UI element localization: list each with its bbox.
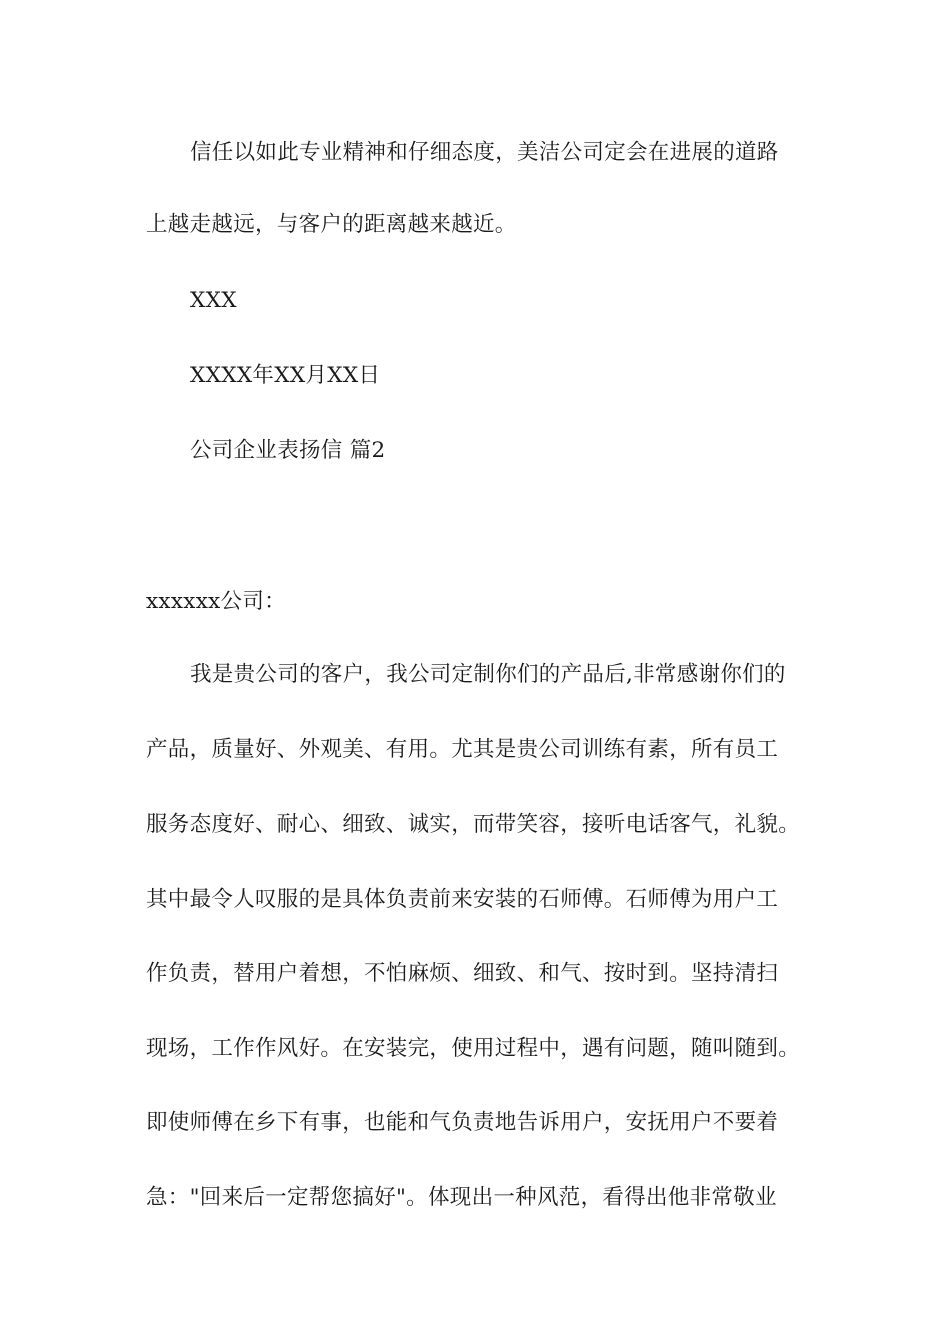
- body-line: 即使师傅在乡下有事，也能和气负责地告诉用户，安抚用户不要着: [146, 1110, 779, 1135]
- body-line: 产品，质量好、外观美、有用。尤其是贵公司训练有素，所有员工: [146, 737, 779, 762]
- letter-date: XXXX年XX月XX日: [190, 363, 381, 388]
- body-line: 急："回来后一定帮您搞好"。体现出一种风范，看得出他非常敬业: [146, 1185, 777, 1210]
- signature: XXX: [190, 288, 237, 313]
- body-line: 作负责，替用户着想，不怕麻烦、细致、和气、按时到。坚持清扫: [146, 961, 779, 986]
- body-line: 其中最令人叹服的是具体负责前来安装的石师傅。石师傅为用户工: [146, 887, 779, 912]
- body-line: 服务态度好、耐心、细致、诚实，而带笑容，接听电话客气，礼貌。: [146, 812, 801, 837]
- section-title: 公司企业表扬信 篇2: [190, 438, 386, 463]
- paragraph-line: 上越走越远，与客户的距离越来越近。: [146, 212, 517, 237]
- salutation: xxxxxx公司：: [146, 589, 286, 614]
- paragraph-line: 信任以如此专业精神和仔细态度，美洁公司定会在进展的道路: [190, 140, 779, 165]
- body-line: 现场，工作作风好。在安装完，使用过程中，遇有问题，随叫随到。: [146, 1036, 801, 1061]
- body-line: 我是贵公司的客户，我公司定制你们的产品后,非常感谢你们的: [190, 662, 786, 687]
